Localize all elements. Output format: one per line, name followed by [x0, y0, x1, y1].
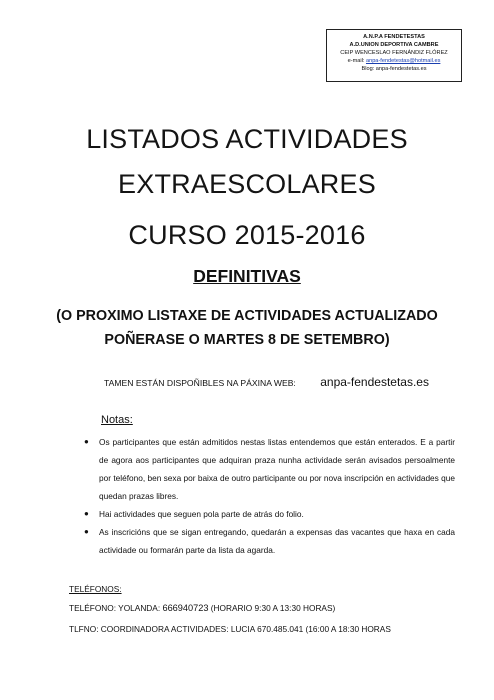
title-line-1: LISTADOS ACTIVIDADES: [86, 124, 408, 154]
list-item: [75, 433, 455, 505]
list-item: [75, 505, 455, 523]
web-label: TAMEN ESTÁN DISPOÑIBLES NA PÁXINA WEB:: [104, 378, 296, 388]
notice-line-1: (O PROXIMO LISTAXE DE ACTIVIDADES ACTUALIZADO: [56, 308, 438, 324]
phone-1-hours: (HORARIO 9:30 A 13:30 HORAS): [210, 603, 336, 613]
header-email-label: e-mail:: [347, 58, 365, 64]
phones-heading: TELÉFONOS:: [69, 584, 122, 594]
notice-line-2: POÑERASE O MARTES 8 DE SETEMBRO): [104, 332, 390, 348]
phone-line-1: [69, 603, 335, 613]
phone-1-prefix: TELÉFONO: YOLANDA:: [69, 603, 161, 613]
list-item: [75, 523, 455, 559]
phone-1-number: 666940723: [162, 603, 209, 613]
phone-line-2: TLFNO: COORDINADORA ACTIVIDADES: LUCIA 670.485.041 (16:00 A 18:30 HORAS: [69, 624, 391, 634]
header-email-link[interactable]: anpa-fendetestas@hotmail.es: [365, 58, 441, 64]
bullet-icon: ●: [84, 437, 89, 446]
web-availability-line: [104, 375, 429, 389]
header-email-line: [327, 57, 461, 65]
notes-heading: Notas:: [101, 414, 133, 426]
header-contact-box: [326, 29, 462, 82]
web-url: anpa-fendestetas.es: [320, 375, 429, 389]
notes-list: [75, 433, 455, 559]
title-line-3: CURSO 2015-2016: [128, 220, 366, 250]
note-text: As inscricións que se sigan entregando, quedarán a expensas das vacantes que haxa en cada actividade ou formarán parte da lista da agarda.: [99, 527, 455, 555]
header-blog: Blog: anpa-fendestetas.es: [361, 66, 427, 72]
bullet-icon: ●: [84, 527, 89, 536]
header-school: CEIP WENCESLAO FERNÁNDIZ FLÓREZ: [340, 50, 448, 56]
note-text: Os participantes que están admitidos nestas listas entendemos que están enterados. E a partir de agora aos participantes que adquiran praza nunha actividade serán avisados persoalmente por teléfono, ben sexa por baixa de outro participante ou por nova inscripción en actividades que quedan prazas libres.: [99, 437, 455, 501]
definitivas-heading: DEFINITIVAS: [193, 266, 301, 286]
bullet-icon: ●: [84, 509, 89, 518]
title-line-2: EXTRAESCOLARES: [118, 169, 376, 199]
note-text: Hai actividades que seguen pola parte de atrás do folio.: [99, 509, 304, 519]
header-org2: A.D.UNION DEPORTIVA CAMBRE: [349, 42, 439, 48]
header-org1: A.N.P.A FENDETESTAS: [363, 34, 425, 40]
